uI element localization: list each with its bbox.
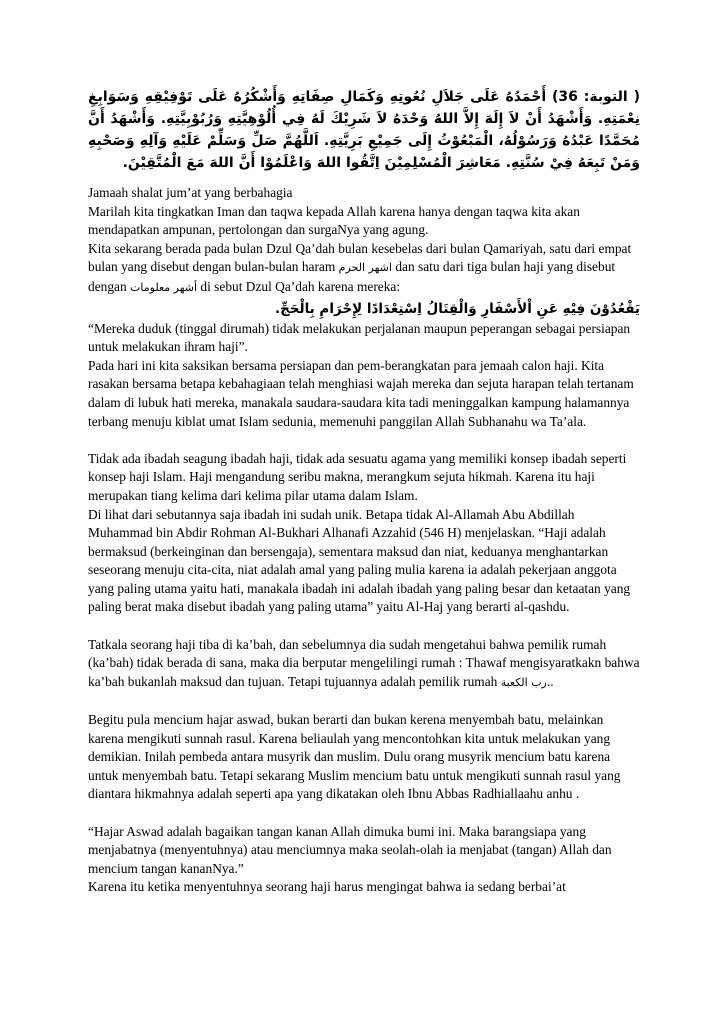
hajj-preparation-paragraph: Pada hari ini kita saksikan bersama persiapan dan pem-berangkatan para jemaah calon haji. Kita rasakan bersama betapa kebahagiaan telah menghiasi wajah mereka dan sejuta harapan telah tertanam dalam di lubuk hati mereka, manakala saudara-saudara kita tadi meninggalkan kampung halamannya terbang menuju kiblat umat Islam sedunia, memenuhi panggilan Allah Subhanahu wa Ta’ala. xyxy=(88,357,634,429)
arabic-rabb-kabah: رب الكعبة xyxy=(500,675,547,689)
paragraph-gap xyxy=(88,692,640,711)
closing-line: Karena itu ketika menyentuhnya seorang haji harus mengingat bahwa ia sedang berbai’at xyxy=(88,879,566,895)
kabah-tail: .. xyxy=(546,673,554,689)
paragraph-gap xyxy=(88,431,640,450)
hajj-uniqueness-paragraph: Tidak ada ibadah seagung ibadah haji, tidak ada sesuatu agama yang memiliki konsep ibadah seperti konsep haji Islam. Haji mengandung seribu makna, merangkum sejuta hikmah. Karena itu haji merupakan tiang kelima dari kelima pilar utama dalam Islam. xyxy=(88,450,627,503)
verse-arabic: يَقْعُدُوْنَ فِيْهِ عَنِ اْلأَسْفَارِ وَالْقِتَالُ اِسْتِعْدَادًا لِإِحْرَامِ بِالْحَجِّ. xyxy=(274,300,640,317)
ibnu-abbas-quote: “Hajar Aswad adalah bagaikan tangan kanan Allah dimuka bumi ini. Maka barangsiapa yang menjabatnya (menyentuhnya) atau menciumnya maka seolah-olah ia menjabat (tangan) Allah dan mencium tangan kananNya.” xyxy=(88,823,612,876)
exhortation-paragraph: Marilah kita tingkatkan Iman dan taqwa kepada Allah karena hanya dengan taqwa kita akan mendapatkan ampunan, pertolongan dan surgaNya yang agung. xyxy=(88,203,580,238)
kabah-text: Tatkala seorang haji tiba di ka’bah, dan sebelumnya dia sudah mengetahui bahwa pemilik rumah (ka’bah) tidak berada di sana, maka dia berputar mengelilingi rumah : Thawaf mengisyaratkakn bahwa ka’bah bukanlah maksud dan tujuan. Tetapi tujuannya adalah pemilik rumah xyxy=(88,636,640,689)
greeting-line: Jamaah shalat jum’at yang berbahagia xyxy=(88,185,293,200)
dzul-qadah-text-a: Kita sekarang berada pada bulan Dzul Qa’dah bulan kesebelas dari bulan Qamariyah, satu dari empat bulan yang disebut dengan bulan-bulan haram xyxy=(88,240,632,275)
opening-arabic-paragraph: ( التوبة: 36) أَحْمَدُهُ عَلَى جَلاَلِ نُعُوتِهِ وَكَمَالِ صِفَاتِهِ وَأَشْكُرُهُ عَلَى تَوْفِيْقِهِ وَسَوَابِغِ نِعْمَتِهِ. وَأَشْهَدُ أَنْ لاَ إِلَهَ إِلاَّ اللهُ وَحْدَهُ لاَ شَرِيْكَ لَهُ فِي أُلُوْهِيَّتِهِ وَرُبُوْبِيَّتِهِ. وَأَشْهَدُ أَنَّ مُحَمَّدًا عَبْدُهُ وَرَسُوْلُهُ، الْمَبْعُوْثُ إِلَى جَمِيْعِ بَرِيَّتِهِ. اَللَّهُمَّ صَلِّ وَسَلِّمْ عَلَيْهِ وَآلِهِ وَصَحْبِهِ وَمَنْ تَبِعَهُ فِيْ سُنَّتِهِ. مَعَاشِرَ الْمُسْلِمِيْنَ اِتَّقُوا اللهَ وَاعْلَمُوْا أَنَّ اللهَ مَعَ الْمُتَّقِيْنَ. xyxy=(88,89,640,171)
dzul-qadah-text-c: di sebut Dzul Qa’dah karena mereka: xyxy=(200,278,401,294)
document-body xyxy=(88,184,640,897)
kabah-paragraph xyxy=(88,636,640,693)
paragraph-gap xyxy=(88,617,640,636)
arabic-asyhur-haram: اشهر الحرم xyxy=(338,261,392,275)
hajar-aswad-paragraph: Begitu pula mencium hajar aswad, bukan berarti dan bukan kerena menyembah batu, melainkan karena mengikuti sunnah rasul. Karena beliaulah yang mencontohkan kita untuk melakukan yang demikian. Inilah pembeda antara musyrik dan muslim. Dulu orang musyrik mencium batu karena untuk menyembah batu. Tetapi sekarang Muslim mencium batu untuk mengikuti sunnah rasul yang diantara hikmahnya adalah seperti apa yang dikatakan oleh Ibnu Abbas Radhiallaahu anhu . xyxy=(88,712,621,802)
hajj-meaning-paragraph: Di lihat dari sebutannya saja ibadah ini sudah unik. Betapa tidak Al-Allamah Abu Abdillah Muhammad bin Abdir Rohman Al-Bukhari Alhanafi Azzahid (546 H) menjelaskan. “Haji adalah bermaksud (berkeinginan dan bersengaja), sementara maksud dan niat, keduanya menghantarkan seseorang menuju cita-cita, niat adalah amal yang paling mulia karena ia adalah pekerjaan anggota yang paling utama yaitu hati, manakala ibadah ini adalah ibadah yang paling besar dan ketaatan yang paling berat maka disebut ibadah yang paling utama” yaitu Al-Haj yang berarti al-qashdu. xyxy=(88,506,631,615)
paragraph-gap xyxy=(88,804,640,823)
dzul-qadah-paragraph xyxy=(88,240,640,298)
opening-arabic-text xyxy=(88,86,640,174)
verse-translation: “Mereka duduk (tinggal dirumah) tidak melakukan perjalanan maupun peperangan sebagai persiapan untuk melakukan ihram haji”. xyxy=(88,320,631,355)
dzul-qadah-text-b: dan satu dari tiga bulan haji yang disebut dengan xyxy=(88,259,616,294)
arabic-asyhur-malumat: أشهر معلومات xyxy=(130,280,198,294)
